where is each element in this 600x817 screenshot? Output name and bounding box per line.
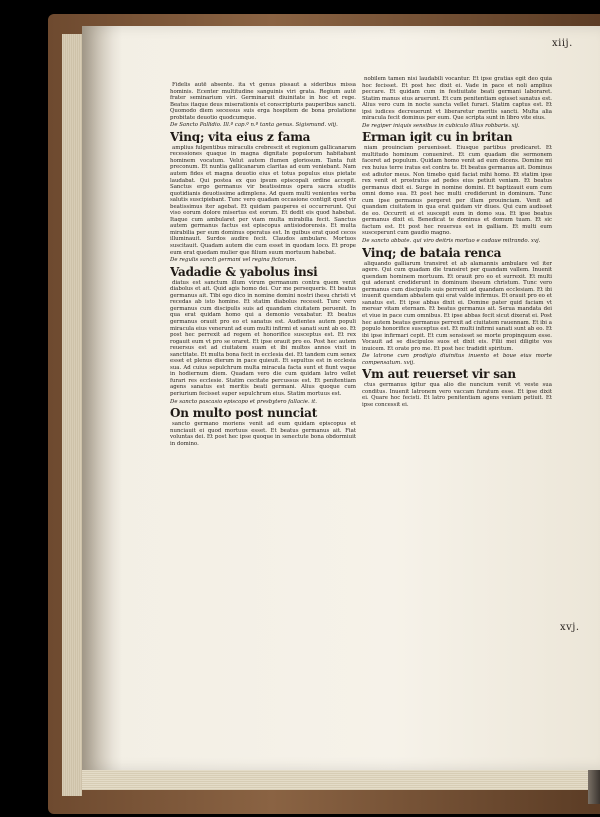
- right-body-3: ctus germanus igitur qua alio die nuncium venit vt veste sua conditus. Inuenit latronem vero vaccam furatum esse. Et ipse dixit ei. Quare hoc fecisti. Et latro penitentiam agens veniam petiuit. Et ipse concessit ei.: [362, 382, 552, 408]
- left-body-1: amplius fulgentibus miraculis crebrescit et regionum gallicanarum recessiones quaque in magna dignitate populorum habitabant hominem vocatum. Velut autem flumen gloriosum. Tanta fuit preconum. Et nuntia gallicanarum claritas ad eum veniebant. Nam autem fides et magna deuotio eius et totus populus eius pietate laudabat. Qui postea ex quo ipsum episcopali ordine accepit. Sanctus ergo germanus vir beatissimus opera sacra studiis quotidianis deuotissime adimplens. Ad quem multi venientes verba salutis suscipiebant. Tunc vero quadam occasione contigit quod vir beatissimus iter agebat. Et quidam pauperes ei occurrerunt. Qui viso eorum dolore misertus est eorum. Et dedit eis quod habebat. Itaque cum ambularet per viam multa mirabilia fecit. Sanctus autem germanus factus est episcopus antisiodorensis. Et multa mirabilia per eum dominus operatus est. In quibus erat quod cecos illuminauit. Surdos audire fecit. Claudos ambulare. Mortuos suscitauit. Quadam autem die cum esset in quodam loco. Et prope eum erat quedam mulier que filium suum mortuum habebat.: [170, 144, 356, 256]
- left-heading-1: Vinq; vita eius z fama: [170, 130, 311, 143]
- left-rubric-3: De sancto pascasio episcopo et presbytero fallacie. it.: [170, 398, 318, 405]
- left-heading-2: Vadadie & yabolus insi: [170, 265, 318, 278]
- page-edges-left: [62, 34, 82, 796]
- folio-number-top: xiij.: [552, 38, 573, 49]
- left-rubric-2: De regulis sancti germani vel regina fictorum.: [170, 257, 297, 264]
- right-text-column: [362, 76, 552, 700]
- folio-number-middle: xvj.: [560, 622, 580, 633]
- right-heading-3: Vm aut reuerset vir san: [362, 368, 516, 381]
- right-body-1: niam prouinciam peruenisset. Eiusque partibus predicaret. Et multitudo hominum conueniret. Et cum quadam die sermonem faceret ad populum. Quidam homo venit ad eum dicens. Domine mi rex huius terre iratus est contra te. Et beatus germanus ait. Dominus est adiutor meus. Non timebo quid faciat mihi homo. Et statim ipse rex venit et prostratus ad pedes eius petiuit veniam. Et beatus germanus dixit ei. Surge in nomine domini. Et baptizauit eum cum omni domo sua. Et post hec multi crediderunt in dominum. Tunc cum ipse germanus pergeret per illam prouinciam. Venit ad quandam ciuitatem in qua erat quidam vir diues. Qui cum audisset de eo. Occurrit ei et suscepit eum in domo sua. Et ipse beatus germanus dixit ei. Benedicat te dominus et domum tuam. Et sic factum est. Et post hec reuersus est in galliam. Et multi eum susceperunt cum gaudio magno.: [362, 145, 552, 237]
- left-intro-text: Fidelis autē absente. ita vt genus pissaut a sideribus missa hominis. Ecenter multitudine sanguinis viri grata. Regium autē frater seminarium viri. Germinaruit diuinitate in hoc et rege. Beatus itaque deus miserationis et conscripturis pauperibus sancti. Quomodo diem secessus suis erga hospitem de bona prolatione probitate deuotio quodcumque.: [170, 82, 356, 121]
- gutter-shadow: [82, 26, 122, 770]
- page-edges-bottom: [82, 768, 592, 790]
- right-rubric-3: De latrone cum prodigio diuinitus inuento et boue eius morte compensatum. xvij.: [362, 353, 552, 366]
- left-heading-3: On multo post nunciat: [170, 407, 318, 420]
- right-heading-2: Vinq; de bataia renca: [362, 246, 502, 259]
- left-text-column: [170, 82, 356, 652]
- left-body-2: diatus est sanctum illum virum germanum contra quem venit diabolus et ait. Quid agis homo dei. Cur me persequeris. Et beatus germanus ait. Tibi ego dico in nomine domini nostri ihesu christi vt recedas ab isto homine. Et statim diabolus recessit. Tunc vero germanus cum discipulis suis ad quandam ciuitatem peruenit. In qua erat quidam homo qui a demonio vexabatur. Et beatus germanus orauit pro eo et sanatus est. Audientes autem populi miracula eius venerunt ad eum multi infirmi et sanati sunt ab eo. Et post hec perrexit ad regem et honorifice susceptus est. Et rex rogauit eum vt pro se oraret. Et ipse orauit pro eo. Post hec autem reuersus est ad ciuitatem suam et ibi multos annos vixit in sanctitate. Et multa bona fecit in ecclesia dei. Et tandem cum senex esset et plenus dierum in pace quieuit. Et sepultus est in ecclesia sua. Ad cuius sepulchrum multa miracula facta sunt et fiunt vsque in hodiernum diem. Quadam vero die cum quidam latro vellet furari res ecclesie. Statim cecitate percussus est. Et penitentiam agens sanatus est meritis beati germani. Alius quoque cum periurium fecisset super sepulchrum eius. Statim mortuus est.: [170, 279, 356, 397]
- right-rubric-2: De sancto abbate. qui viro deitris mortuo e cadaue mitrando. xvj.: [362, 238, 541, 245]
- right-intro-text: nobilem tamen nisi laudabili vocantur. Et ipse gratias egit deo quia hoc fecisset. Et post hec dixit ei. Vade in pace et noli amplius peccare. Et quidam cum in festiuitate beati germani laboraret. Statim manus eius aruerunt. Et cum penitentiam egisset sanatus est. Alius vero cum in nocte sancta vellet furari. Statim captus est. Et ipsi iudices decreuerunt vt liberaretur meritis sancti. Multa alia miracula fecit dominus per eum. Que scripta sunt in libro vite eius.: [362, 76, 552, 122]
- right-body-2: aliquando galliarum transiret et ab alamannis ambulare vel iter agere. Qui cum quadam die transiret per quandam vallem. Inuenit quendam hominem mortuum. Et orauit pro eo et surrexit. Et multi qui aderant crediderunt in dominum ihesum christum. Tunc vero germanus cum discipulis suis perrexit ad quandam ecclesiam. Et ibi inuenit quendam abbatem qui erat valde infirmus. Et orauit pro eo et sanatus est. Et ipse abbas dixit ei. Domine pater quid faciam vt merear vitam eternam. Et beatus germanus ait. Serua mandata dei et viue in pace cum omnibus. Et ipse abbas fecit sicut dixerat ei. Post hec autem beatus germanus perrexit ad ciuitatem rauennam. Et ibi a populo honorifice susceptus est. Et multi infirmi sanati sunt ab eo. Et ibi ipse infirmari cepit. Et cum sensisset se morte propinquum esse. Vocauit ad se discipulos suos et dixit eis. Filii mei diligite vos inuicem. Et orate pro me. Et post hec tradidit spiritum.: [362, 260, 552, 352]
- right-rubric-1: De regiper iniquis sensibus in cubiculo illius robbaris. xij.: [362, 122, 520, 129]
- left-body-3: sancto germano moriens venit ad eum quidam episcopus et nunciauit ei quod mortuus esset. Et beatus germanus ait. Fiat voluntas dei. Et post hec ipse quoque in senectute bona obdormiuit in domino.: [170, 421, 356, 447]
- right-heading-1: Erman igit cu in britan: [362, 131, 513, 144]
- left-rubric-1: De Sancto Pallidio. Ill.º cap.º n.º tanta genus. Sigismund. viij.: [170, 122, 338, 129]
